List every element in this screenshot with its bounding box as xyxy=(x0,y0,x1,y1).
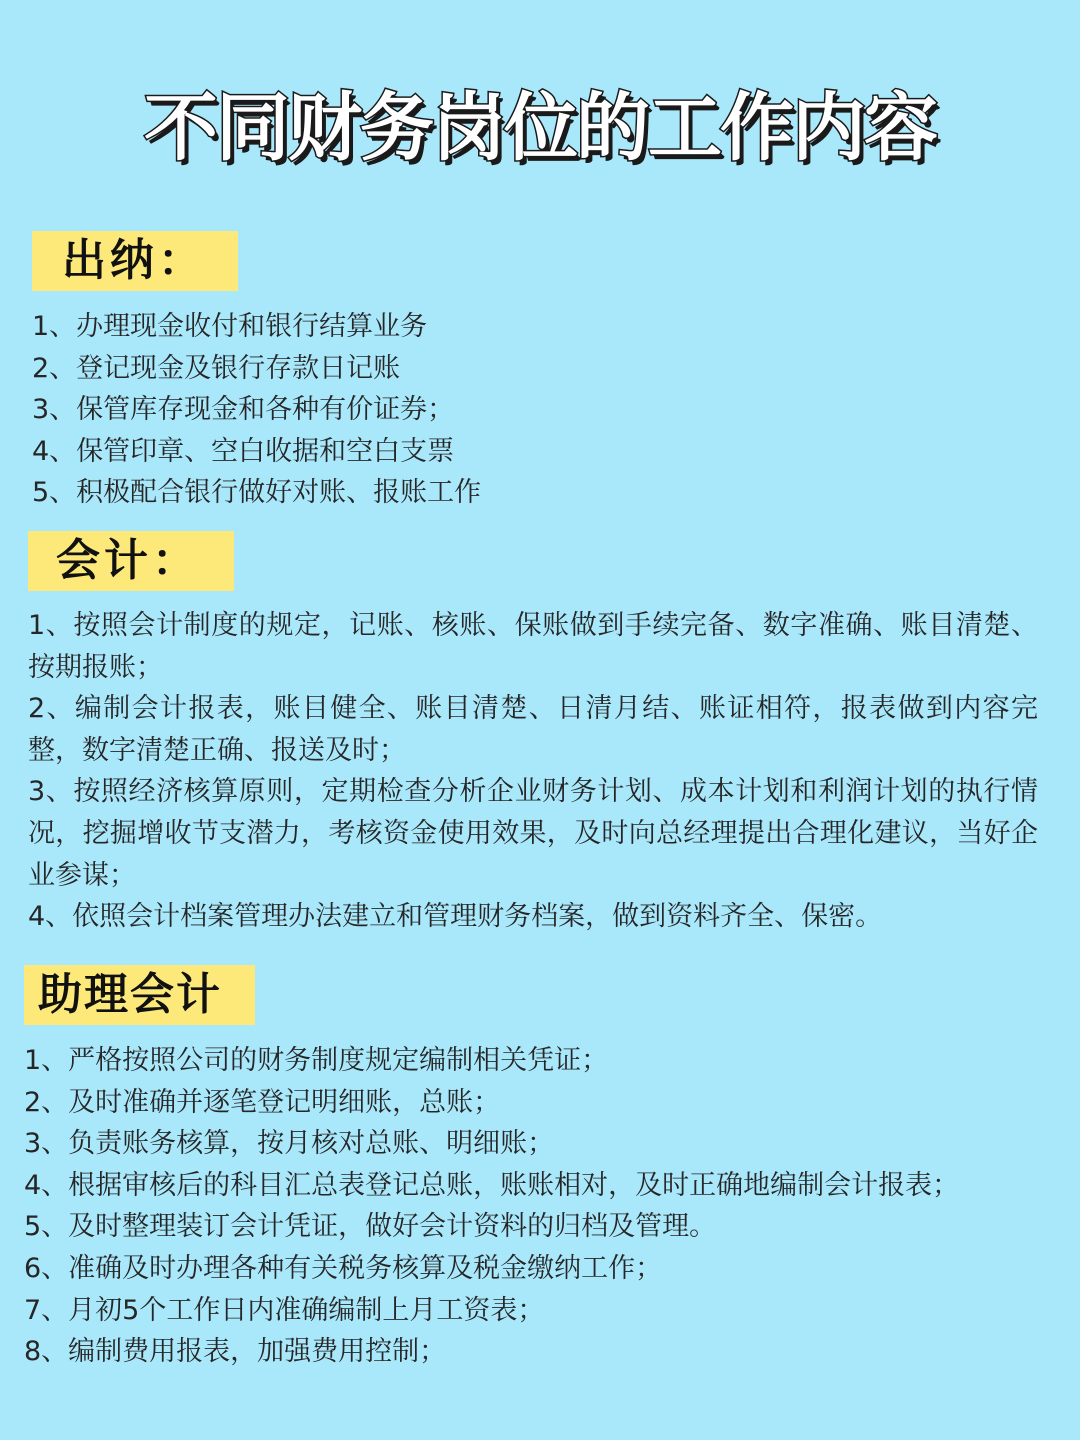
list-item: 4、根据审核后的科目汇总表登记总账，账账相对，及时正确地编制会计报表； xyxy=(24,1169,960,1201)
list-item: 1、严格按照公司的财务制度规定编制相关凭证； xyxy=(24,1045,609,1076)
list-item: 2、编制会计报表，账目健全、账目清楚、日清月结、账证相符，报表做到内容完整，数字清楚正确、报送及时； xyxy=(28,693,1038,766)
list-item: 2、登记现金及银行存款日记账 xyxy=(32,352,401,384)
section-heading-assistant-accountant: 助理会计 xyxy=(24,965,255,1025)
section-heading-cashier: 出纳： xyxy=(32,231,238,291)
list-item: 5、及时整理装订会计凭证，做好会计资料的归档及管理。 xyxy=(24,1211,717,1243)
list-item: 5、积极配合银行做好对账、报账工作 xyxy=(32,477,482,509)
list-item: 2、及时准确并逐笔登记明细账，总账； xyxy=(24,1086,501,1118)
list-item: 3、保管库存现金和各种有价证券； xyxy=(32,394,455,426)
list-item: 1、按照会计制度的规定，记账、核账、保账做到手续完备、数字准确、账目清楚、按期报账； xyxy=(28,610,1038,683)
list-item: 4、保管印章、空白收据和空白支票 xyxy=(32,435,455,467)
list-item: 7、月初5个工作日内准确编制上月工资表； xyxy=(24,1294,545,1326)
list-item: 3、负责账务核算，按月核对总账、明细账； xyxy=(24,1128,555,1160)
section-heading-accountant: 会计： xyxy=(28,531,234,591)
list-item: 6、准确及时办理各种有关税务核算及税金缴纳工作； xyxy=(24,1252,663,1284)
list-item: 3、按照经济核算原则，定期检查分析企业财务计划、成本计划和利润计划的执行情况，挖掘增收节支潜力，考核资金使用效果，及时向总经理提出合理化建议，当好企业参谋； xyxy=(28,776,1038,891)
cashier-duties-list xyxy=(32,306,1042,514)
list-item: 4、依照会计档案管理办法建立和管理财务档案，做到资料齐全、保密。 xyxy=(28,901,883,933)
list-item: 1、办理现金收付和银行结算业务 xyxy=(32,311,428,342)
accountant-duties-list xyxy=(28,605,1038,938)
assistant-accountant-duties-list xyxy=(24,1040,1044,1373)
page-title: 不同财务岗位的工作内容 xyxy=(144,85,936,171)
list-item: 8、编制费用报表，加强费用控制； xyxy=(24,1336,447,1368)
